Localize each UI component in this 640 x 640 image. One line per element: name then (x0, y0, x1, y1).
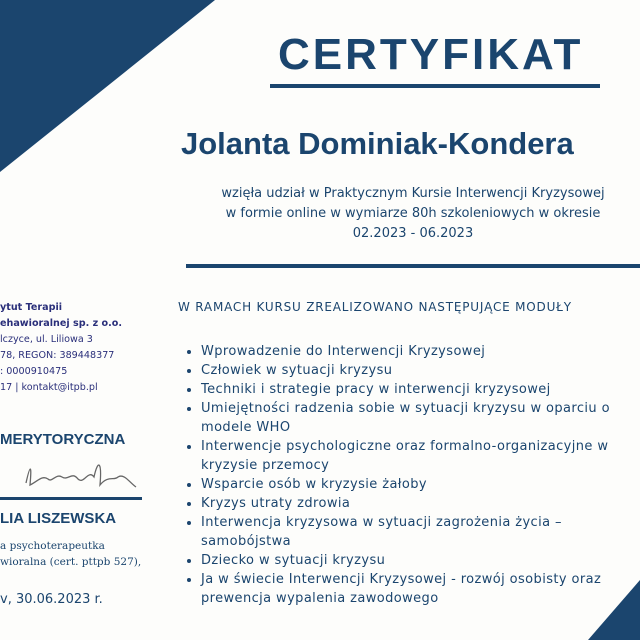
certificate-title: CERTYFIKAT (278, 30, 584, 79)
description-line: w formie online w wymiarze 80h szkoleniowych w okresie (225, 206, 601, 221)
merit-label: MERYTORYCZNA (0, 431, 126, 448)
certificate-description (186, 184, 640, 244)
institute-line: 17 | kontakt@itpb.pl (0, 382, 98, 393)
institute-info (0, 300, 122, 396)
module-item: • Ja w świecie Interwencji Kryzysowej - rozwój osobisty oraz prewencja wypalenia zawodowego (201, 570, 640, 608)
module-item: • Umiejętności radzenia sobie w sytuacji kryzysu w oparciu o modele WHO (201, 399, 640, 437)
institute-line: lczyce, ul. Liliowa 3 (0, 334, 93, 345)
module-item: • Wprowadzenie do Interwencji Kryzysowej (201, 342, 640, 361)
signatory-role (0, 538, 141, 570)
module-item: • Człowiek w sytuacji kryzysu (201, 361, 640, 380)
module-item: • Techniki i strategie pracy w interwencji kryzysowej (201, 380, 640, 399)
signatory-name: LIA LISZEWSKA (0, 510, 117, 527)
signature-image (18, 455, 143, 495)
role-line: wioralna (cert. pttpb 527), (0, 556, 142, 568)
role-line: a psychoterapeutka (0, 540, 105, 552)
module-item: • Kryzys utraty zdrowia (201, 494, 640, 513)
modules-list (183, 342, 640, 608)
title-divider (270, 84, 600, 88)
description-line: wzięła udział w Praktycznym Kursie Interwencji Kryzysowej (221, 186, 605, 201)
recipient-name: Jolanta Dominiak-Kondera (181, 126, 574, 161)
module-item: • Interwencja kryzysowa w sytuacji zagrożenia życia – samobójstwa (201, 513, 640, 551)
institute-line: ehawioralnej sp. z o.o. (0, 318, 122, 329)
modules-heading: W RAMACH KURSU ZREALIZOWANO NASTĘPUJĄCE MODUŁY (178, 300, 572, 314)
module-item: • Dziecko w sytuacji kryzysu (201, 551, 640, 570)
description-divider (186, 264, 640, 268)
institute-line: : 0000910475 (0, 366, 68, 377)
description-line: 02.2023 - 06.2023 (352, 226, 474, 241)
module-item: • Wsparcie osób w kryzysie żałoby (201, 475, 640, 494)
institute-line: ytut Terapii (0, 302, 63, 313)
institute-line: 78, REGON: 389448377 (0, 350, 115, 361)
module-item: • Interwencje psychologiczne oraz formalno-organizacyjne w kryzysie przemocy (201, 437, 640, 475)
signature-line (0, 497, 142, 500)
issue-date: v, 30.06.2023 r. (0, 592, 103, 607)
